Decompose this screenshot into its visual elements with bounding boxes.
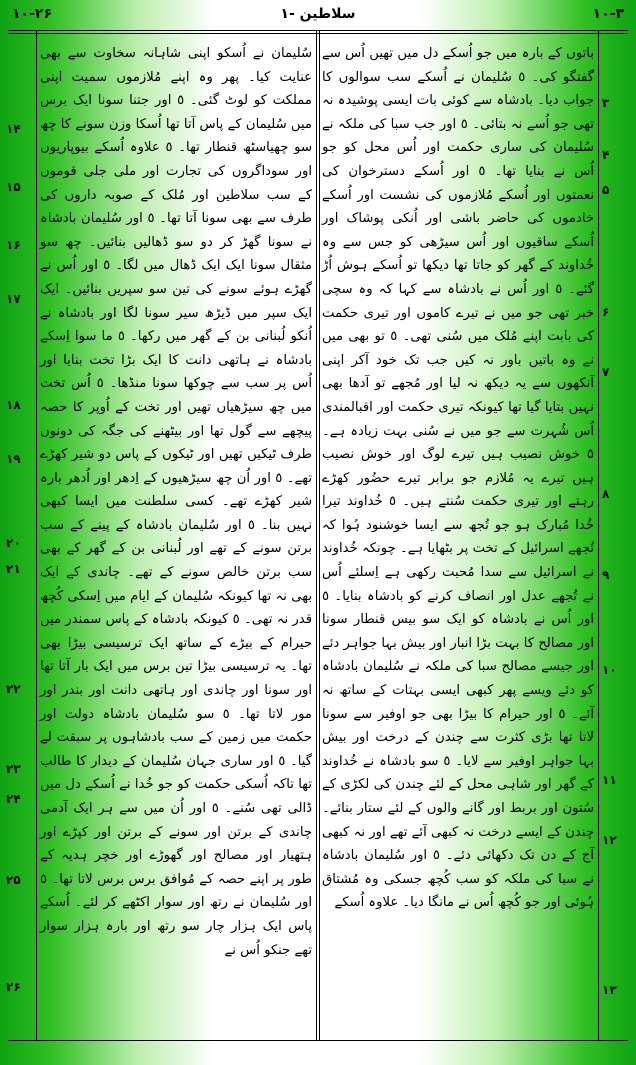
footer-rule — [8, 1040, 628, 1041]
header-rule-double — [8, 33, 628, 34]
verse-number: ۱۰ — [602, 663, 617, 677]
verse-number: ۱۶ — [6, 238, 21, 252]
header-rule — [8, 30, 628, 31]
right-column-text: باتوں کے بارہ میں جو اُسکے دل میں تھیں اُس سے گفتگو کی۔ ٥ سُلیمان نے اُسکے سب سوالوں کا جواب دیا۔ بادشاہ سے کوئی بات ایسی پوشیدہ نہ تھی جو اُسے نہ بتائی۔ ٥ اور جب سبا کی ملکہ نے سُلیمان کی ساری حکمت اور اُس محل کو جو اُس نے بنایا تھا۔ ٥ اور اُسکے دسترخوان کی نعمتوں اور اُسکے مُلازموں کی نشست اور اُسکے خادموں کی حاضر باشی اور اُنکی پوشاک اور اُسکے ساقیوں اور اُس سیڑھی کو جس سے وہ خُداوند کے گھر کو جاتا تھا دیکھا تو اُسکے ہوش اُڑ گئے۔ ٥ اور اُس نے بادشاہ سے کہا کہ وہ سچی خبر تھی جو میں نے تیرے کاموں اور تیری حکمت کی بابت اپنے مُلک میں سُنی تھی۔ ٥ تو بھی میں نے وہ باتیں باور نہ کیں جب تک خود آکر اپنی آنکھوں سے یہ دیکھ نہ لیا اور مُجھے تو آدھا بھی نہیں بتایا گیا تھا کیونکہ تیری حکمت اور اقبالمندی اُس شُہرت سے جو میں نے سُنی بہت زیادہ ہے۔ ٥ خوش نصیب ہیں تیرے لوگ اور خوش نصیب ہیں تیرے یہ مُلازم جو برابر تیرے حضُور کھڑے رہتے اور تیری حکمت سُنتے ہیں۔ ٥ خُداوند تیرا خُدا مُبارک ہو جو تُجھ سے ایسا خوشنود ہُوا کہ تُجھے اسرائیل کے تخت پر بٹھایا ہے۔ چونکہ خُداوند نے اسرائیل سے سدا مُحبت رکھی ہے اِسلئے اُس نے تُجھے عدل اور انصاف کرنے کو بادشاہ بنایا۔ ٥ اور اُس نے بادشاہ کو ایک سو بیس قنطار سونا اور مصالح کا بہت بڑا انبار اور بیش بہا جواہر دئے اور جیسے مصالح سبا کی ملکہ نے سُلیمان بادشاہ کو دئے ویسے پھر کبھی ایسی بہتات کے ساتھ نہ آئے۔ ٥ اور حیرام کا بیڑا بھی جو اوفیر سے سونا لاتا تھا بڑی کثرت سے چندن کے درخت اور بیش بہا جواہر اوفیر سے لایا۔ ٥ سو بادشاہ نے خُداوند کے گھر اور شاہی محل کے لئے چندن کی لکڑی کے سُتون اور بربط اور گانے والوں کے لئے ستار بنائے۔ چندن کے ایسے درخت نہ کبھی آئے تھے اور نہ کبھی آج کے دن تک دکھائی دئے۔ ٥ اور سُلیمان بادشاہ نے سبا کی ملکہ کو سب کُچھ جسکی وہ مُشتاق ہُوئی اور جو کُچھ اُس نے مانگا دیا۔ علاوہ اُسکے — [322, 46, 594, 911]
chapter-range-end: ۱۰-۲۶ — [12, 6, 52, 22]
verse-number: ۲۴ — [6, 792, 21, 806]
right-margin-rule — [598, 30, 599, 1040]
verse-number: ۸ — [602, 487, 610, 501]
verse-number: ۴ — [602, 148, 610, 162]
verse-number: ۹ — [602, 568, 610, 582]
verse-number: ۲۲ — [6, 682, 21, 696]
verse-number: ۲۰ — [6, 536, 21, 550]
verse-number: ۶ — [602, 305, 610, 319]
left-margin-rule — [36, 30, 37, 1040]
book-title: ۱- سلاطین — [280, 6, 356, 22]
verse-number: ۱۹ — [6, 452, 21, 466]
verse-number: ۲۶ — [6, 980, 21, 994]
verse-number: ۲۵ — [6, 873, 21, 887]
verse-number: ۲۳ — [6, 762, 21, 776]
verse-number: ۱۱ — [602, 773, 617, 787]
verse-number: ۱۲ — [602, 833, 617, 847]
verse-number: ۱۸ — [6, 398, 21, 412]
verse-number: ۵ — [602, 183, 610, 197]
column-divider-right — [319, 30, 320, 1040]
column-divider-left — [316, 30, 317, 1040]
chapter-range-start: ۱۰-۳ — [592, 6, 624, 22]
verse-number: ۱۵ — [6, 180, 21, 194]
left-column-text: سُلیمان نے اُسکو اپنی شاہانہ سخاوت سے بھی عنایت کیا۔ پھر وہ اپنے مُلازموں سمیت اپنی مملکت کو لوٹ گئی۔ ٥ اور جتنا سونا ایک برس میں سُلیمان کے پاس آتا تھا اُسکا وزن سونے کا چھ سو چھیاسٹھ قنطار تھا۔ ٥ علاوہ اُسکے بیوپاریوں اور سوداگروں کی تجارت اور ملی جلی قوموں کے سب سلاطین اور مُلک کے صوبہ داروں کی طرف سے بھی سونا آتا تھا۔ ٥ اور سُلیمان بادشاہ نے سونا گھڑ کر دو سو ڈھالیں بنائیں۔ چھ سو مثقال سونا ایک ایک ڈھال میں لگا۔ ٥ اور اُس نے گھڑے ہوئے سونے کی تین سو سپریں بنائیں۔ ایک ایک سپر میں ڈیڑھ سیر سونا لگا اور بادشاہ نے اُنکو لُبنانی بن کے گھر میں رکھا۔ ٥ ما سوا اِسکے بادشاہ نے ہاتھی دانت کا ایک بڑا تخت بنایا اور اُس پر سب سے چوکھا سونا منڈھا۔ ٥ اُس تخت میں چھ سیڑھیاں تھیں اور تخت کے اُوپر کا حصہ پیچھے سے گول تھا اور بیٹھنے کی جگہ کی دونوں طرف ٹیکیں تھیں اور ٹیکوں کے پاس دو شیر کھڑے تھے۔ ٥ اور اُن چھ سیڑھیوں کے اِدھر اور اُدھر بارہ شیر کھڑے تھے۔ کسی سلطنت میں ایسا کبھی نہیں بنا۔ ٥ اور سُلیمان بادشاہ کے پینے کے سب برتن سونے کے تھے اور لُبنانی بن کے گھر کے بھی سب برتن خالص سونے کے تھے۔ چاندی کے ایک بھی نہ تھا کیونکہ سُلیمان کے ایام میں اِسکی کُچھ قدر نہ تھی۔ ٥ کیونکہ بادشاہ کے پاس سمندر میں حیرام کے بیڑے کے ساتھ ایک ترسیسی بیڑا بھی تھا۔ یہ ترسیسی بیڑا تین برس میں ایک بار آتا تھا اور سونا اور چاندی اور ہاتھی دانت اور بندر اور مور لاتا تھا۔ ٥ سو سُلیمان بادشاہ دولت اور حکمت میں زمین کے سب بادشاہوں پر سبقت لے گیا۔ ٥ اور ساری جہان سُلیمان کے دیدار کا طالب تھا تاکہ اُسکی حکمت کو جو خُدا نے اُسکے دل میں ڈالی تھی سُنے۔ ٥ اور اُن میں سے ہر ایک آدمی چاندی کے برتن اور سونے کے برتن اور کپڑے اور ہتھیار اور مصالح اور گھوڑے اور خچر ہدیہ کے طور پر اپنے حصہ کے مُوافق برس برس لاتا تھا۔ ٥ اور سُلیمان نے رتھ اور سوار اکٹھے کر لئے۔ اُسکے پاس ایک ہزار چار سو رتھ اور بارہ ہزار سوار تھے جنکو اُس نے — [40, 46, 312, 958]
verse-number: ۱۳ — [602, 983, 617, 997]
left-text-column — [40, 42, 312, 962]
verse-number: ۷ — [602, 365, 610, 379]
page-header — [0, 0, 636, 34]
right-text-column — [322, 42, 594, 915]
verse-number: ۲۱ — [6, 562, 21, 576]
verse-number: ۳ — [602, 96, 610, 110]
verse-number: ۱۴ — [6, 122, 21, 136]
verse-number: ۱۷ — [6, 292, 21, 306]
